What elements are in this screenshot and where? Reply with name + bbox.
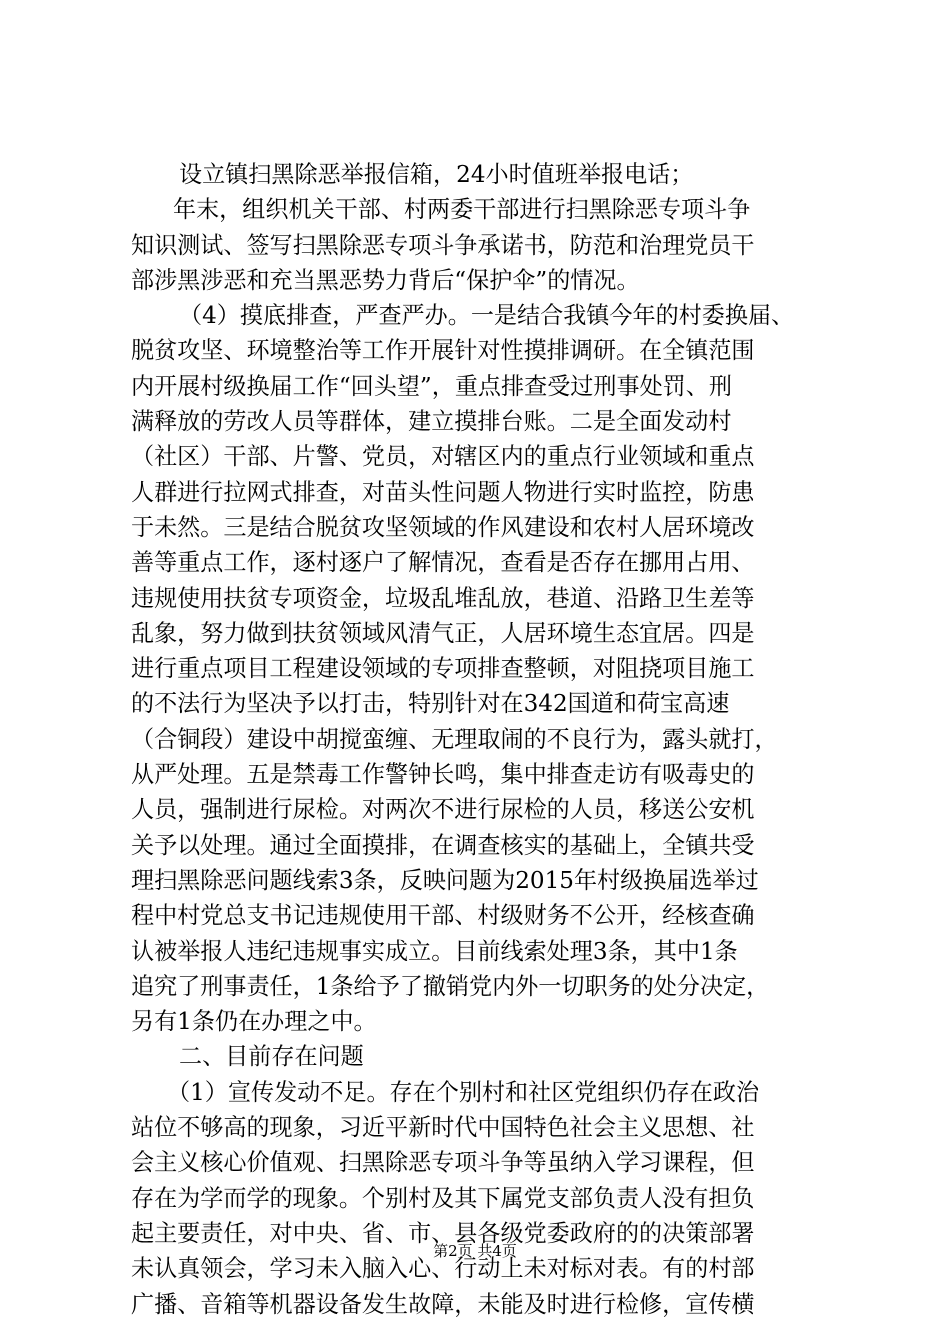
section-heading: 二、目前存在问题 [179,1044,364,1071]
text-line: 知识测试、签写扫黑除恶专项斗争承诺书，防范和治理党员干 [131,232,755,259]
text-line: 脱贫攻坚、环境整治等工作开展针对性摸排调研。在全镇范围 [131,338,755,365]
text-line: 违规使用扶贫专项资金，垃圾乱堆乱放，巷道、沿路卫生差等 [131,585,755,612]
text-line: 关予以处理。通过全面摸排，在调查核实的基础上，全镇共受 [131,832,755,859]
text-line: 乱象，努力做到扶贫领域风清气正，人居环境生态宜居。四是 [131,620,755,647]
text-line: 内开展村级换届工作“回头望”，重点排查受过刑事处罚、刑 [131,373,732,400]
text-line: 设立镇扫黑除恶举报信箱，24小时值班举报电话； [179,162,694,188]
text-line: 存在为学而学的现象。个别村及其下属党支部负责人没有担负 [131,1185,755,1212]
text-line: （4）摸底排查，严查严办。一是结合我镇今年的村委换届、 [179,303,795,330]
text-line: 未认真领会，学习未入脑入心、行动上未对标对表。有的村部 [131,1256,755,1283]
text-line: 会主义核心价值观、扫黑除恶专项斗争等虽纳入学习课程，但 [131,1150,755,1177]
text-line: 于未然。三是结合脱贫攻坚领域的作风建设和农村人居环境改 [131,514,755,541]
page-footer [0,1241,950,1261]
text-line: 人员，强制进行尿检。对两次不进行尿检的人员，移送公安机 [131,797,755,824]
text-line: （1）宣传发动不足。存在个别村和社区党组织仍存在政治 [167,1079,760,1106]
text-line: 站位不够高的现象，习近平新时代中国特色社会主义思想、社 [131,1115,755,1142]
text-line: 部涉黑涉恶和充当黑恶势力背后“保护伞”的情况。 [131,267,640,294]
text-line: 广播、音箱等机器设备发生故障，未能及时进行检修，宣传横 [131,1291,755,1318]
text-line: 进行重点项目工程建设领域的专项排查整顿，对阻挠项目施工 [131,656,755,683]
text-line: 人群进行拉网式排查，对苗头性问题人物进行实时监控，防患 [131,479,755,506]
text-line: 认被举报人违纪违规事实成立。目前线索处理3条，其中1条 [131,938,738,965]
text-line: （合铜段）建设中胡搅蛮缠、无理取闹的不良行为，露头就打， [131,726,778,753]
text-line: 程中村党总支书记违规使用干部、村级财务不公开，经核查确 [131,903,755,930]
text-line: 善等重点工作，逐村逐户了解情况，查看是否存在挪用占用、 [131,550,755,577]
text-line: 的不法行为坚决予以打击，特别针对在342国道和荷宝高速 [131,691,730,718]
text-line: （社区）干部、片警、党员，对辖区内的重点行业领域和重点 [131,444,755,471]
text-line: 年末，组织机关干部、村两委干部进行扫黑除恶专项斗争 [173,197,751,224]
text-line: 另有1条仍在办理之中。 [131,1009,377,1036]
text-line: 理扫黑除恶问题线索3条，反映问题为2015年村级换届选举过 [131,867,759,894]
text-line: 从严处理。五是禁毒工作警钟长鸣，集中排查走访有吸毒史的 [131,762,755,789]
page-number-label: 第2页 共4页 [433,1242,517,1260]
document-body [131,158,825,1323]
text-line: 满释放的劳改人员等群体，建立摸排台账。二是全面发动村 [131,409,732,436]
text-line: 起主要责任，对中央、省、市、县各级党委政府的的决策部署 [131,1220,755,1247]
text-line: 追究了刑事责任，1条给予了撤销党内外一切职务的处分决定， [131,973,770,1000]
